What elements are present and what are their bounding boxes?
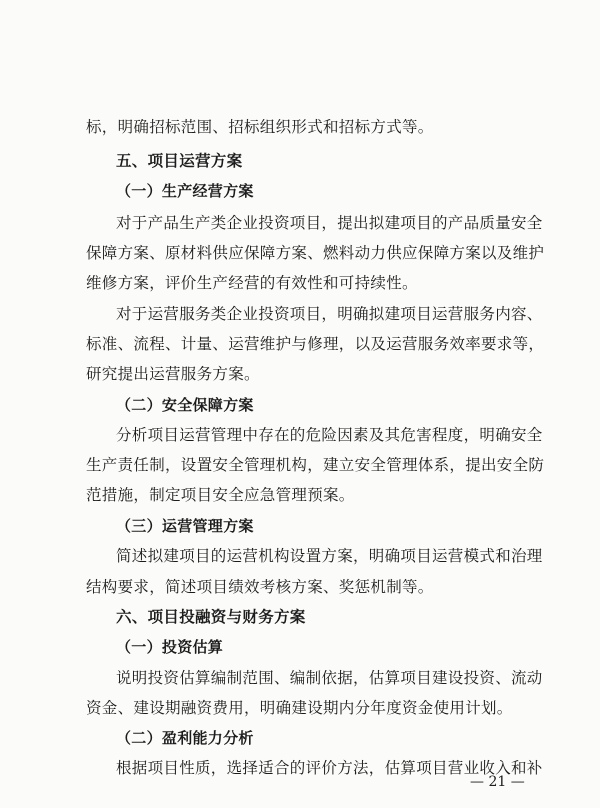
subsection-heading-safety: （二）安全保障方案 [116, 396, 254, 414]
body-text-line: 范措施，制定项目安全应急管理预案。 [86, 486, 355, 504]
body-text-line: 保障方案、原材料供应保障方案、燃料动力供应保障方案以及维护 [86, 244, 545, 262]
page-number: — 21 — [470, 774, 525, 790]
section-heading-operation-plan: 五、项目运营方案 [116, 152, 243, 170]
body-text-line: 生产责任制，设置安全管理机构，建立安全管理体系，提出安全防 [86, 456, 545, 474]
section-heading-finance-plan: 六、项目投融资与财务方案 [116, 608, 306, 626]
subsection-heading-management: （三）运营管理方案 [116, 517, 254, 535]
body-text-line: 结构要求，简述项目绩效考核方案、奖惩机制等。 [86, 578, 434, 596]
body-text-line: 标准、流程、计量、运营维护与修理，以及运营服务效率要求等， [86, 335, 545, 353]
body-text-line: 根据项目性质，选择适合的评价方法，估算项目营业收入和补 [116, 759, 543, 777]
body-text-line: 说明投资估算编制范围、编制依据，估算项目建设投资、流动 [116, 669, 543, 687]
body-text-line: 简述拟建项目的运营机构设置方案，明确项目运营模式和治理 [116, 547, 543, 565]
subsection-heading-investment: （一）投资估算 [116, 638, 224, 656]
body-text-line: 资金、建设期融资费用，明确建设期内分年度资金使用计划。 [86, 699, 513, 717]
subsection-heading-profitability: （二）盈利能力分析 [116, 729, 254, 747]
body-text-line: 研究提出运营服务方案。 [86, 365, 260, 383]
body-text-line: 分析项目运营管理中存在的危险因素及其危害程度，明确安全 [116, 426, 543, 444]
body-text-line: 标，明确招标范围、招标组织形式和招标方式等。 [86, 118, 434, 136]
subsection-heading-production: （一）生产经营方案 [116, 182, 254, 200]
body-text-line: 维修方案，评价生产经营的有效性和可持续性。 [86, 274, 418, 292]
body-text-line: 对于运营服务类企业投资项目，明确拟建项目运营服务内容、 [116, 305, 543, 323]
body-text-line: 对于产品生产类企业投资项目，提出拟建项目的产品质量安全 [116, 214, 543, 232]
